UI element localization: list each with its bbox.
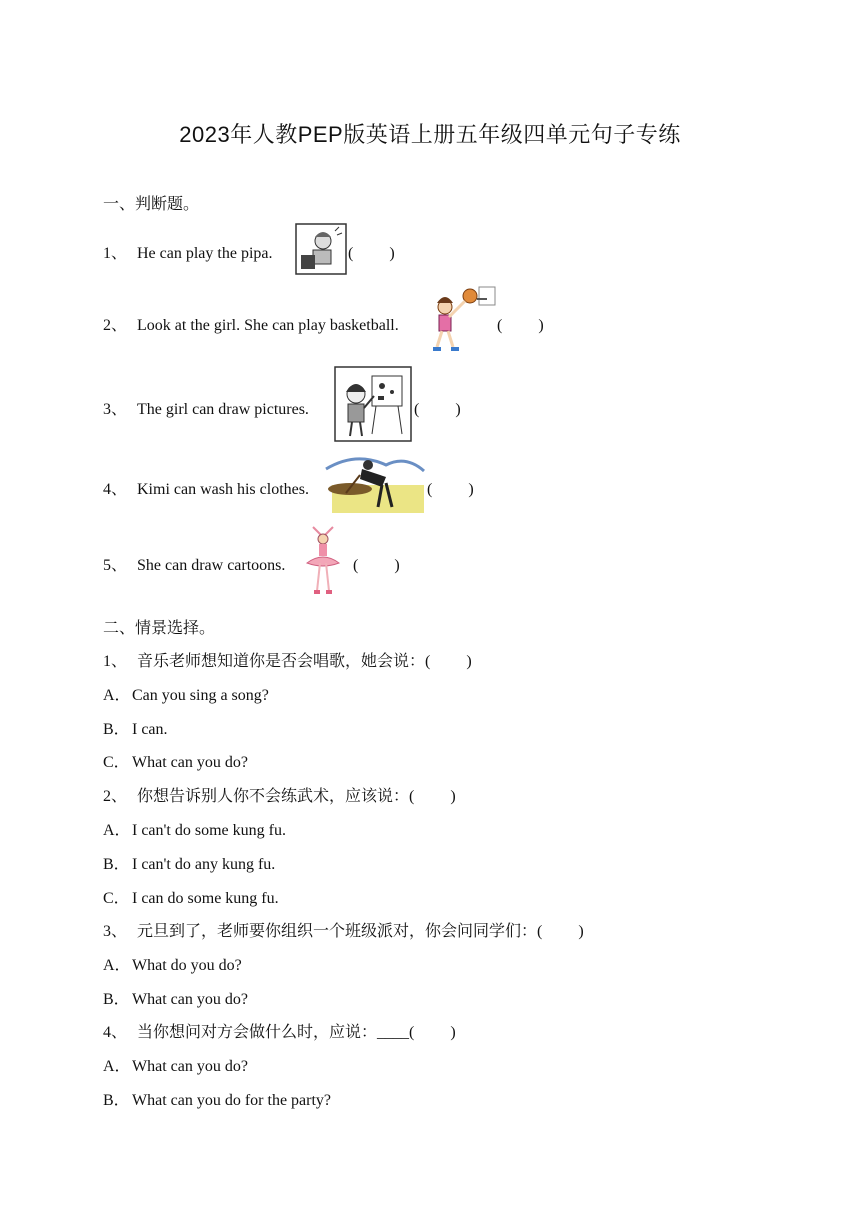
question-text: 当你想问对方会做什么时，应说：____( ) — [137, 1024, 456, 1041]
answer-blank-5[interactable]: ( ) — [353, 557, 400, 574]
section-heading-judgment: 一、判断题。 — [103, 196, 200, 213]
item-text: Kimi can wash his clothes. — [137, 481, 309, 498]
option-b[interactable]: B． What can you do for the party? — [103, 1092, 332, 1109]
option-b[interactable]: B． What can you do? — [103, 991, 248, 1008]
item-text: She can draw cartoons. — [137, 557, 286, 574]
option-c[interactable]: C． I can do some kung fu. — [103, 890, 279, 907]
option-a[interactable]: A．I can't do some kung fu. — [103, 822, 286, 839]
man-sweeping-icon — [322, 451, 426, 515]
question-3 — [103, 918, 584, 941]
question-2 — [103, 783, 456, 806]
item-number: 2、 — [103, 317, 128, 334]
option-a[interactable]: A．Can you sing a song? — [103, 687, 269, 704]
answer-blank-1[interactable]: ( ) — [348, 245, 395, 262]
page-title: 2023年人教PEP版英语上册五年级四单元句子专练 — [179, 122, 681, 147]
answer-blank-4[interactable]: ( ) — [427, 481, 474, 498]
item-number: 5、 — [103, 557, 128, 574]
question-text: 音乐老师想知道你是否会唱歌，她会说：( ) — [137, 653, 472, 670]
question-text: 元旦到了，老师要你组织一个班级派对，你会问同学们：( ) — [137, 923, 584, 940]
ballerina-icon — [303, 525, 343, 597]
item-text: Look at the girl. She can play basketball. — [137, 317, 399, 334]
question-number: 3、 — [103, 923, 128, 940]
option-b[interactable]: B． I can. — [103, 721, 168, 738]
girl-basketball-icon — [427, 285, 499, 355]
item-number: 3、 — [103, 401, 128, 418]
question-number: 4、 — [103, 1024, 128, 1041]
option-a[interactable]: A．What do you do? — [103, 957, 242, 974]
question-4 — [103, 1019, 456, 1042]
section-heading-situation: 二、情景选择。 — [103, 620, 216, 637]
option-a[interactable]: A．What can you do? — [103, 1058, 248, 1075]
answer-blank-3[interactable]: ( ) — [414, 401, 461, 418]
option-b[interactable]: B． I can't do any kung fu. — [103, 856, 276, 873]
item-number: 4、 — [103, 481, 128, 498]
question-number: 1、 — [103, 653, 128, 670]
question-1 — [103, 648, 472, 671]
judgment-item-3 — [103, 396, 309, 419]
judgment-item-4 — [103, 476, 309, 499]
item-text: The girl can draw pictures. — [137, 401, 309, 418]
question-number: 2、 — [103, 788, 128, 805]
item-text: He can play the pipa. — [137, 245, 273, 262]
question-text: 你想告诉别人你不会练武术，应该说：( ) — [137, 788, 456, 805]
judgment-item-1 — [103, 240, 273, 263]
item-number: 1、 — [103, 245, 128, 262]
judgment-item-5 — [103, 552, 285, 575]
boy-playing-piano-icon — [295, 223, 347, 275]
option-c[interactable]: C． What can you do? — [103, 754, 248, 771]
judgment-item-2 — [103, 312, 399, 335]
girl-painting-icon — [334, 366, 412, 442]
answer-blank-2[interactable]: ( ) — [497, 317, 544, 334]
